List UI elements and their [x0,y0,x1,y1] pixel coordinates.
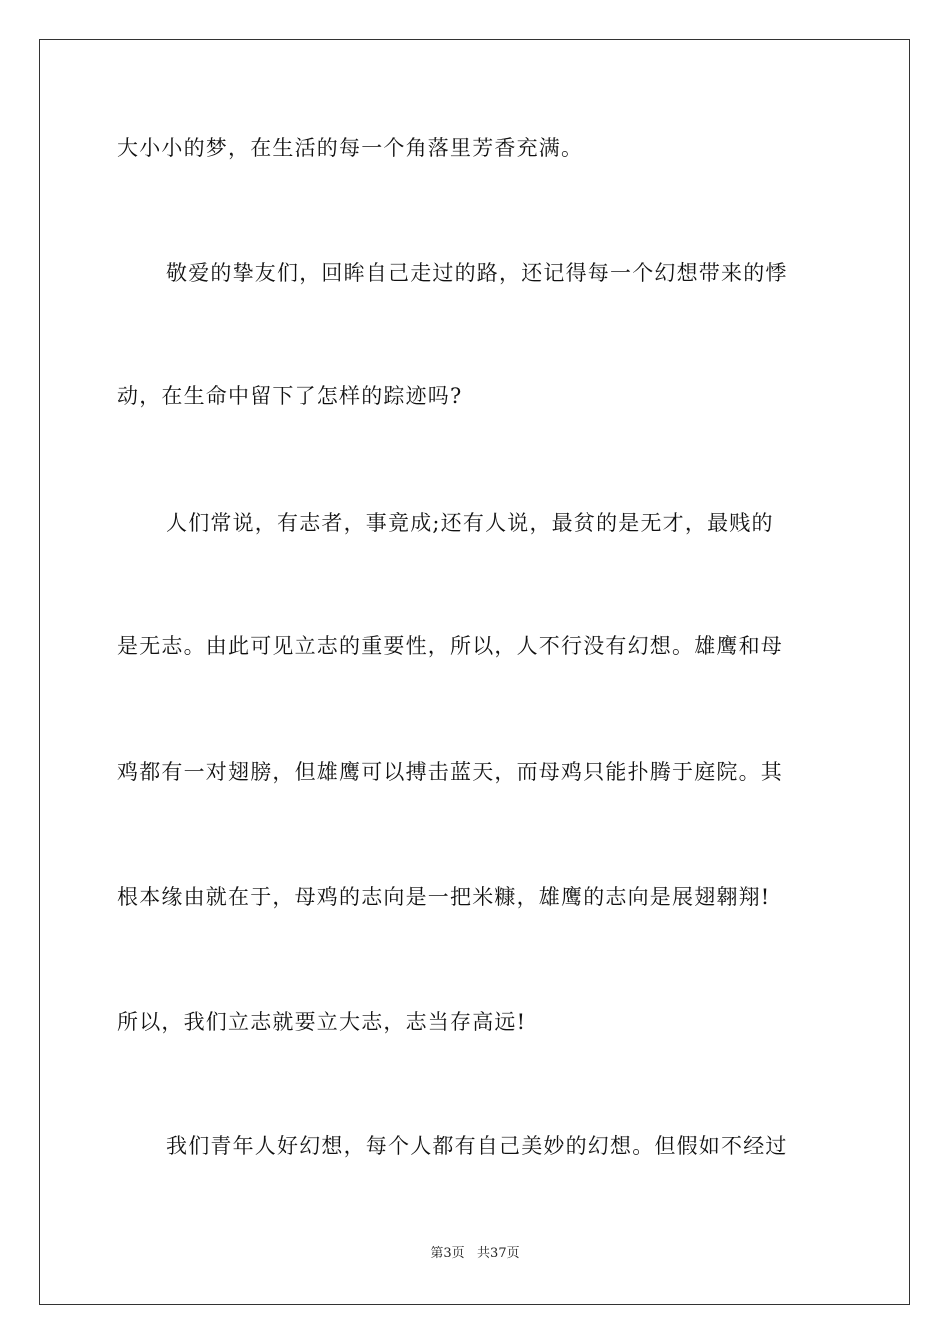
text-line-5: 是无志。由此可见立志的重要性，所以，人不行没有幻想。雄鹰和母 [117,634,783,658]
text-line-6: 鸡都有一对翅膀，但雄鹰可以搏击蓝天，而母鸡只能扑腾于庭院。其 [117,760,783,784]
page-border [39,39,910,1305]
text-line-1: 大小小的梦，在生活的每一个角落里芳香充满。 [117,136,584,160]
text-line-9: 我们青年人好幻想，每个人都有自己美妙的幻想。但假如不经过 [166,1134,788,1158]
text-line-7: 根本缘由就在于，母鸡的志向是一把米糠，雄鹰的志向是展翅翱翔! [117,885,771,909]
text-line-4: 人们常说，有志者，事竟成;还有人说，最贫的是无才，最贱的 [166,511,774,535]
page-footer: 第3页 共37页 [430,1246,520,1261]
text-line-2: 敬爱的挚友们，回眸自己走过的路，还记得每一个幻想带来的悸 [166,261,788,285]
text-line-8: 所以，我们立志就要立大志，志当存高远! [117,1010,527,1034]
text-line-3: 动，在生命中留下了怎样的踪迹吗? [117,384,463,408]
